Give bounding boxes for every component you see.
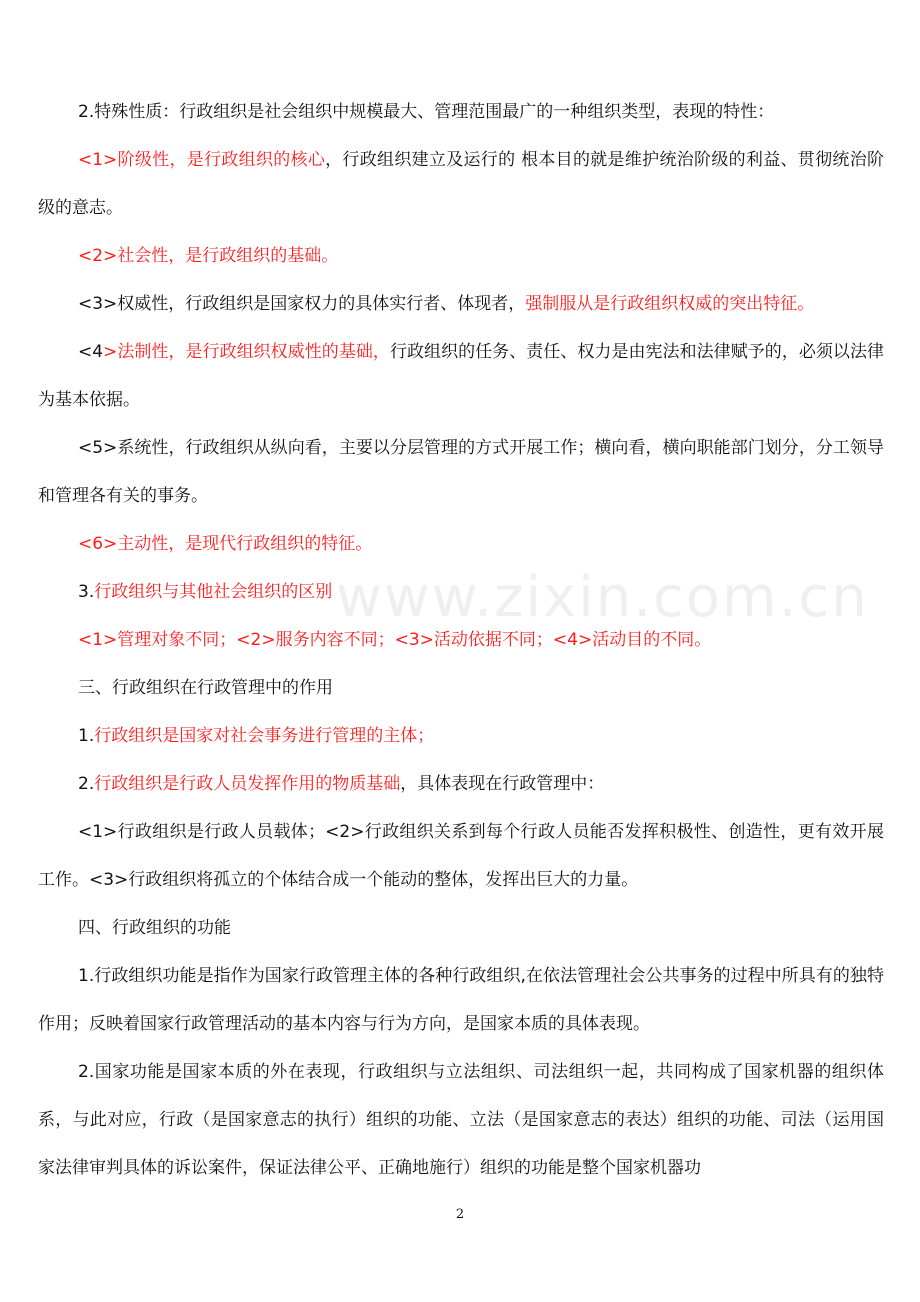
- body-text: ，具体表现在行政管理中：: [400, 774, 605, 794]
- highlighted-text: <2>社会性，是行政组织的基础。: [78, 246, 339, 266]
- body-text: <3>权威性，行政组织是国家权力的具体实行者、体现者，: [78, 294, 526, 314]
- paragraph: [38, 616, 884, 664]
- paragraph: [38, 952, 884, 1048]
- body-text: 三、行政组织在行政管理中的作用: [78, 678, 333, 698]
- body-text: <4: [78, 342, 104, 362]
- body-text: 1.: [78, 726, 95, 746]
- paragraph: [38, 712, 884, 760]
- paragraph: [38, 136, 884, 232]
- paragraph: [38, 568, 884, 616]
- watermark: www.zixin.com.cn: [336, 565, 869, 630]
- highlighted-text: >法制性，是行政组织权威性的基础，: [103, 342, 390, 362]
- page-number: 2: [455, 1207, 465, 1222]
- paragraph: [38, 1048, 884, 1192]
- paragraph: [38, 520, 884, 568]
- paragraph: [38, 232, 884, 280]
- paragraph: [38, 664, 884, 712]
- highlighted-text: 行政组织与其他社会组织的区别: [94, 582, 333, 602]
- highlighted-text: <1>管理对象不同；<2>服务内容不同；<3>活动依据不同；<4>活动目的不同。: [78, 630, 712, 650]
- highlighted-text: 行政组织是国家对社会事务进行管理的主体；: [94, 726, 435, 746]
- highlighted-text: 强制服从是行政组织权威的突出特征。: [525, 294, 815, 314]
- document-body: [38, 88, 884, 1192]
- body-text: 四、行政组织的功能: [78, 918, 231, 938]
- highlighted-text: <1>阶级性，是行政组织的核心: [78, 150, 326, 170]
- paragraph: [38, 424, 884, 520]
- paragraph: [38, 88, 884, 136]
- paragraph: [38, 904, 884, 952]
- body-text: 2.特殊性质：行政组织是社会组织中规模最大、管理范围最广的一种组织类型，表现的特性：: [78, 102, 775, 122]
- body-text: <1>行政组织是行政人员载体；<2>行政组织关系到每个行政人员能否发挥积极性、创造性，更有效开展工作。<3>行政组织将孤立的个体结合成一个能动的整体，发挥出巨大的力量。: [38, 822, 884, 890]
- body-text: 行政组织的任务、责任、权力是由宪法和法律赋予的，必须以法律为基本依据。: [38, 342, 885, 410]
- highlighted-text: 行政组织是行政人员发挥作用的物质基础: [94, 774, 401, 794]
- body-text: 2.国家功能是国家本质的外在表现，行政组织与立法组织、司法组织一起，共同构成了国家机器的组织体系，与此对应，行政（是国家意志的执行）组织的功能、立法（是国家意志的表达）组织的功能、司法（运用国家法律审判具体的诉讼案件，保证法律公平、正确地施行）组织的功能是整个国家机器功: [38, 1062, 884, 1178]
- paragraph: [38, 760, 884, 808]
- paragraph: [38, 808, 884, 904]
- body-text: 1.行政组织功能是指作为国家行政管理主体的各种行政组织,在依法管理社会公共事务的过程中所具有的独特作用；反映着国家行政管理活动的基本内容与行为方向，是国家本质的具体表现。: [38, 966, 884, 1034]
- body-text: ，行政组织建立及运行的 根本目的就是维护统治阶级的利益、贯彻统治阶级的意志。: [38, 150, 884, 218]
- paragraph: [38, 328, 884, 424]
- highlighted-text: <6>主动性，是现代行政组织的特征。: [78, 534, 373, 554]
- body-text: 2.: [78, 774, 95, 794]
- body-text: 3.: [78, 582, 95, 602]
- body-text: <5>系统性，行政组织从纵向看，主要以分层管理的方式开展工作；横向看，横向职能部门划分，分工领导和管理各有关的事务。: [38, 438, 884, 506]
- paragraph: [38, 280, 884, 328]
